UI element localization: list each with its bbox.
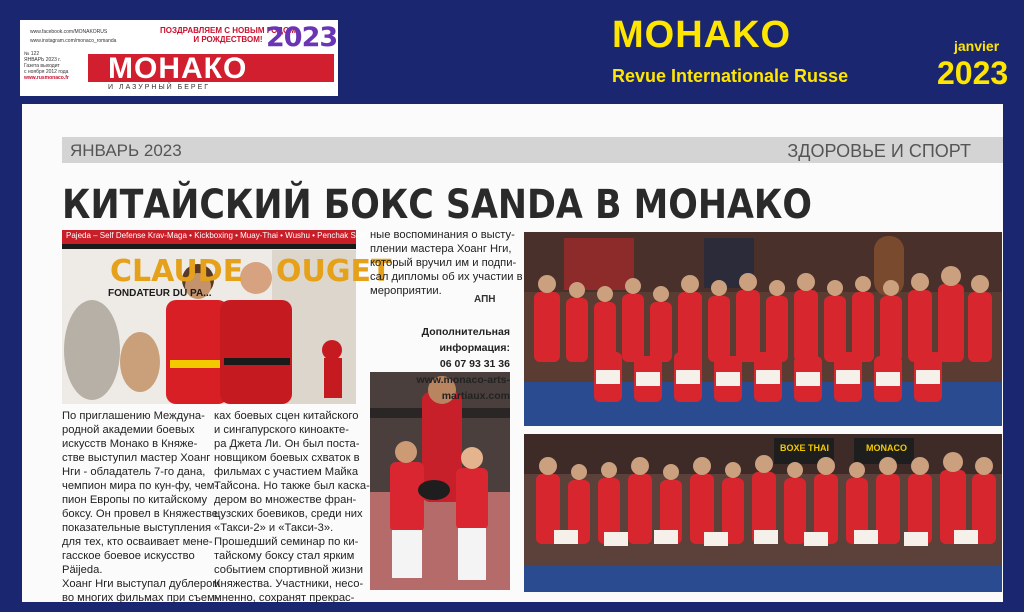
- text-line: Päijeda.: [62, 564, 103, 576]
- text-line: стве выступил мастер Хоанг: [62, 452, 211, 464]
- text-line: плении мастера Хоанг Нги,: [370, 243, 512, 255]
- issue-info: [24, 51, 69, 81]
- section-date: ЯНВАРЬ 2023: [70, 141, 182, 160]
- text-line: «Такси-2» и «Такси-3».: [214, 522, 334, 534]
- article-column-1: [62, 409, 220, 605]
- text-line: во многих фильмах при съем-: [62, 592, 219, 604]
- facebook-link: www.facebook.com/MONAKORUS: [30, 29, 108, 35]
- photo-group-bottom-image: [524, 434, 1002, 592]
- text-line: цузских боевиков, среди них: [214, 508, 363, 520]
- article-column-3: [370, 228, 523, 298]
- year-logo: 2023: [266, 22, 338, 53]
- text-line: мероприятии.: [370, 285, 442, 297]
- header-month: janvier: [954, 38, 1000, 54]
- section-name: ЗДОРОВЬЕ И СПОРТ: [787, 141, 971, 161]
- header-title: MOHAKO: [612, 14, 792, 56]
- photo-master-instructor: [62, 230, 392, 404]
- text-line: гасское боевое искусство: [62, 550, 195, 562]
- text-line: искусств Монако в Княже-: [62, 438, 198, 450]
- contact-label: Дополнительная информация:: [421, 326, 510, 354]
- text-line: По приглашению Междуна-: [62, 410, 205, 422]
- text-line: ках боевых сцен китайского: [214, 410, 359, 422]
- text-line: родной академии боевых: [62, 424, 195, 436]
- gym-sign-monaco: MONACO: [866, 443, 907, 453]
- text-line: и сингапурского киноакте-: [214, 424, 349, 436]
- text-line: ные воспоминания о высту-: [370, 229, 515, 241]
- text-line: сал дипломы об их участии в: [370, 271, 523, 283]
- instagram-link: www.instagram.com/monaco_romanda: [30, 38, 117, 44]
- greeting-line2: И РОЖДЕСТВОМ!: [193, 35, 263, 44]
- photo-sparring-image: [370, 372, 510, 590]
- banner-top-text: Pajeda – Self Defense Krav-Maga • Kickboxing • Muay-Thai • Wushu • Penchak Silat • N.N.: [66, 231, 390, 240]
- author-signature: АПН: [474, 294, 496, 305]
- text-line: Нги - обладатель 7-го дана,: [62, 466, 206, 478]
- text-line: мненно, сохранят прекрас-: [214, 592, 355, 604]
- issue-site: www.rusmonaco.fr: [24, 75, 69, 81]
- text-line: Княжества. Участники, несо-: [214, 578, 364, 590]
- text-line: дером во множестве фран-: [214, 494, 357, 506]
- magazine-subtitle: И ЛАЗУРНЫЙ БЕРЕГ: [108, 84, 211, 91]
- magazine-name: МОНАКО: [108, 52, 248, 85]
- banner-name-1: CLAUDE: [110, 254, 244, 289]
- issue-number: № 122: [24, 51, 40, 57]
- text-line: тайскому боксу стал ярким: [214, 550, 355, 562]
- contact-info: [370, 324, 510, 404]
- header-year: 2023: [937, 55, 1009, 91]
- article-column-2: [214, 409, 370, 605]
- photo-group-bottom: [524, 434, 1002, 592]
- photo-group-top: [524, 232, 1002, 426]
- banner-subtitle: FONDATEUR DU PA...: [108, 288, 212, 299]
- text-line: пион Европы по китайскому: [62, 494, 208, 506]
- banner-name-2: OUGET: [276, 254, 392, 289]
- text-line: для тех, кто осваивает мене-: [62, 536, 213, 548]
- contact-phone: 06 07 93 31 36: [439, 358, 510, 370]
- text-line: новщиком боевых схваток в: [214, 452, 360, 464]
- text-line: чемпион мира по кун-фу, чем-: [62, 480, 219, 492]
- article-headline: КИТАЙСКИЙ БОКС SANDA В МОНАКО: [62, 182, 812, 228]
- section-strip: [62, 137, 1003, 163]
- text-line: фильмах с участием Майка: [214, 466, 359, 478]
- text-line: ра Джета Ли. Он был поста-: [214, 438, 360, 450]
- header-subtitle: Revue Internationale Russe: [612, 66, 849, 86]
- greeting-line1: ПОЗДРАВЛЯЕМ С НОВЫМ ГОДОМ: [160, 26, 296, 35]
- issue-date: ЯНВАРЬ 2023 г.: [24, 57, 61, 63]
- magazine-masthead: [20, 20, 338, 96]
- contact-website: www.monaco-arts-martiaux.com: [416, 374, 510, 402]
- issue-since: с ноября 2012 года: [24, 69, 69, 75]
- photo-sparring: [370, 372, 510, 590]
- text-line: боксу. Он провел в Княжестве: [62, 508, 218, 520]
- text-line: Тайсона. Но также был каска-: [214, 480, 370, 492]
- text-line: Хоанг Нги выступал дублером: [62, 578, 221, 590]
- text-line: который вручил им и подпи-: [370, 257, 517, 269]
- issue-note: Газета выходит: [24, 63, 60, 69]
- text-line: событием спортивной жизни: [214, 564, 363, 576]
- photo-group-top-image: [524, 232, 1002, 426]
- text-line: Прошедший семинар по ки-: [214, 536, 359, 548]
- text-line: показательные выступления: [62, 522, 212, 534]
- gym-sign-boxe-thai: BOXE THAI: [780, 443, 830, 453]
- article-page: [22, 104, 1003, 602]
